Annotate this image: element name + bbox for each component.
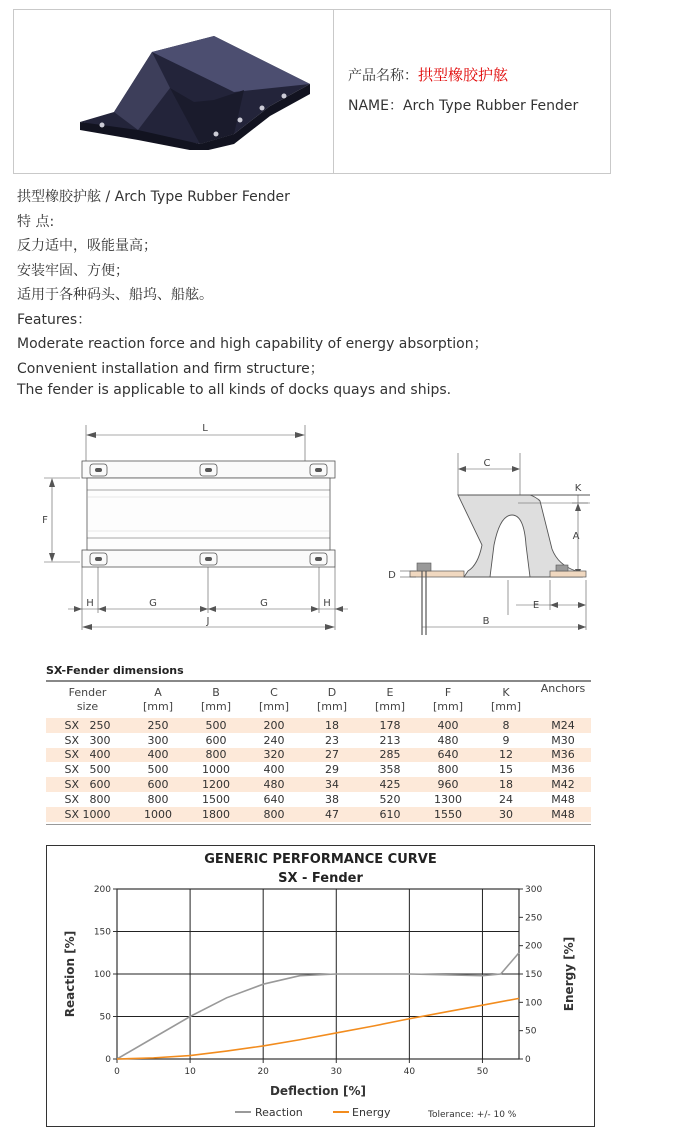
table-header-cell	[303, 682, 361, 718]
product-name-value: 拱型橡胶护舷	[418, 66, 509, 84]
x-tick-label: 0	[114, 1067, 120, 1077]
y2-tick-label: 150	[525, 970, 543, 980]
table-cell: 1200	[202, 778, 230, 792]
table-cell: 38	[325, 792, 339, 806]
feature-en-item: Convenient installation and firm structure；	[17, 361, 324, 377]
table-header-text: [mm]	[142, 700, 173, 713]
table-cell: 480	[437, 733, 459, 747]
table-cell: 800	[205, 748, 227, 762]
table-row	[46, 807, 591, 822]
y2-axis-label: Energy [%]	[562, 936, 576, 1012]
feature-cn-item: 安装牢固、方便；	[17, 263, 129, 279]
table-cell: 24	[499, 792, 513, 806]
table-cell: 30	[499, 807, 513, 821]
table-cell: 320	[263, 748, 285, 762]
table-cell: 29	[325, 763, 339, 777]
table-cell: SX 600	[64, 778, 111, 792]
table-cell: 18	[499, 778, 513, 792]
y2-tick-label: 0	[525, 1055, 531, 1065]
table-cell: M24	[551, 718, 575, 732]
dim-label-G: G	[260, 598, 268, 609]
table-cell: 400	[437, 718, 459, 732]
y-tick-label: 50	[99, 1012, 111, 1023]
chart-plot	[47, 846, 594, 1126]
table-header-cell	[46, 682, 129, 718]
table-cell: 800	[263, 807, 285, 821]
table-cell: 1500	[202, 792, 230, 806]
y-tick-label: 0	[105, 1055, 111, 1065]
table-cell: 600	[205, 733, 227, 747]
table-header-text: C	[270, 686, 278, 699]
table-cell: SX 250	[64, 718, 111, 732]
side-view	[388, 453, 590, 635]
table-cell: 240	[263, 733, 285, 747]
table-cell: SX 1000	[64, 807, 111, 821]
table-cell: 178	[379, 718, 401, 732]
top-view	[42, 423, 348, 630]
dim-label-C: C	[483, 458, 491, 469]
table-cell: 27	[325, 748, 339, 762]
table-header-cell	[477, 682, 535, 718]
table-header-text: [mm]	[432, 700, 463, 713]
dim-label-E: E	[532, 600, 540, 611]
table-cell: 640	[437, 748, 459, 762]
table-cell: 1000	[202, 763, 230, 777]
table-row	[46, 792, 591, 807]
legend-label: Reaction	[255, 1106, 303, 1119]
table-header-cell	[419, 682, 477, 718]
table-cell: M30	[551, 733, 575, 747]
dimensions-table	[46, 680, 591, 825]
product-header	[13, 9, 611, 174]
table-cell: 480	[263, 778, 285, 792]
table-cell: 1300	[434, 792, 462, 806]
dim-label-H: H	[86, 598, 94, 609]
table-cell: M36	[551, 748, 575, 762]
x-tick-label: 30	[330, 1067, 342, 1077]
table-header-text: Anchors	[540, 682, 586, 695]
table-row	[46, 718, 591, 733]
table-cell: 1550	[434, 807, 462, 821]
table-cell: 300	[147, 733, 169, 747]
product-name-en: NAME：Arch Type Rubber Fender	[348, 98, 579, 114]
dim-label-L: L	[202, 423, 208, 434]
table-header-cell	[535, 682, 591, 718]
table-cell: 960	[437, 778, 459, 792]
dim-label-H: H	[323, 598, 331, 609]
chart-subtitle: SX - Fender	[278, 871, 363, 886]
table-cell: 640	[263, 792, 285, 806]
table-cell: 18	[325, 718, 339, 732]
dim-label-D: D	[388, 570, 396, 581]
dim-label-F: F	[42, 515, 48, 526]
y2-tick-label: 100	[525, 998, 543, 1009]
y-axis-label: Reaction [%]	[63, 930, 77, 1018]
x-axis-label: Deflection [%]	[269, 1084, 367, 1098]
table-header-text: A	[154, 686, 162, 699]
x-tick-label: 40	[403, 1067, 416, 1077]
tolerance-note: Tolerance: +/- 10 %	[428, 1110, 517, 1120]
feature-en-item: Moderate reaction force and high capability of energy absorption；	[17, 336, 488, 352]
table-header-text: D	[327, 686, 337, 699]
dim-label-B: B	[482, 616, 490, 627]
dim-label-G: G	[149, 598, 157, 609]
table-cell: 200	[263, 718, 285, 732]
table-row	[46, 762, 591, 777]
table-header-text: F	[444, 686, 452, 699]
table-header-text: B	[212, 686, 220, 699]
y-tick-label: 200	[93, 885, 111, 895]
table-cell: 23	[325, 733, 339, 747]
table-title: SX-Fender dimensions	[46, 664, 184, 677]
product-name-label: 产品名称：	[348, 68, 418, 84]
features-cn-label: 特 点:	[17, 214, 55, 230]
table-row	[46, 748, 591, 763]
table-header-row	[46, 682, 591, 718]
table-cell: 34	[325, 778, 339, 792]
table-cell: 800	[437, 763, 459, 777]
features-en-label: Features：	[17, 312, 92, 328]
table-bottom-rule	[46, 824, 591, 825]
table-cell: 213	[379, 733, 401, 747]
dim-label-K: K	[574, 483, 582, 494]
table-cell: 8	[502, 718, 510, 732]
table-cell: 250	[147, 718, 169, 732]
x-tick-label: 20	[257, 1067, 269, 1077]
table-cell: 500	[147, 763, 169, 777]
table-header-text: K	[502, 686, 510, 699]
table-cell: 425	[379, 778, 401, 792]
table-cell: 800	[147, 792, 169, 806]
table-cell: 358	[379, 763, 401, 777]
table-cell: SX 300	[64, 733, 111, 747]
table-cell: 47	[325, 807, 339, 821]
table-cell: 610	[379, 807, 401, 821]
table-header-cell	[361, 682, 419, 718]
table-cell: 520	[379, 792, 401, 806]
table-cell: 9	[502, 733, 510, 747]
y-tick-label: 100	[93, 970, 111, 980]
table-cell: 12	[499, 748, 513, 762]
table-header-cell	[129, 682, 187, 718]
table-header-text: E	[386, 686, 394, 699]
feature-en-item: The fender is applicable to all kinds of docks quays and ships.	[17, 382, 452, 398]
legend-label: Energy	[352, 1106, 391, 1119]
table-cell: M42	[551, 778, 575, 792]
performance-chart	[46, 845, 595, 1127]
dim-label-J: J	[206, 616, 210, 627]
feature-cn-item: 反力适中，吸能量高；	[17, 238, 157, 254]
y2-tick-label: 50	[525, 1026, 537, 1037]
table-cell: SX 500	[64, 763, 111, 777]
feature-cn-item: 适用于各种码头、船坞、船舷。	[17, 287, 213, 303]
description-heading: 拱型橡胶护舷 / Arch Type Rubber Fender	[17, 189, 290, 205]
table-header-text: [mm]	[316, 700, 347, 713]
table-cell: 500	[205, 718, 227, 732]
technical-drawing	[30, 415, 610, 655]
table-cell: SX 800	[64, 792, 111, 806]
product-name-cn	[348, 64, 508, 85]
table-header-text: [mm]	[490, 700, 521, 713]
table-cell: SX 400	[64, 748, 111, 762]
table-cell: 1000	[144, 807, 172, 821]
table-cell: 600	[147, 778, 169, 792]
table-header-cell	[187, 682, 245, 718]
table-header-cell	[245, 682, 303, 718]
x-tick-label: 50	[476, 1067, 489, 1077]
table-row	[46, 777, 591, 792]
table-cell: M48	[551, 807, 575, 821]
table-cell: M36	[551, 763, 575, 777]
y-tick-label: 150	[93, 927, 111, 938]
x-tick-label: 10	[184, 1067, 196, 1077]
table-header-text: [mm]	[374, 700, 405, 713]
table-cell: 400	[263, 763, 285, 777]
table-header-text: [mm]	[258, 700, 289, 713]
table-cell: M48	[551, 792, 575, 806]
table-cell: 400	[147, 748, 169, 762]
table-row	[46, 733, 591, 748]
y2-tick-label: 300	[525, 885, 543, 895]
table-cell: 15	[499, 763, 513, 777]
table-header-text: size	[76, 700, 99, 713]
table-cell: 285	[379, 748, 401, 762]
chart-title: GENERIC PERFORMANCE CURVE	[204, 852, 437, 867]
table-body	[46, 718, 591, 822]
fender-photo	[74, 30, 314, 150]
y2-tick-label: 200	[525, 941, 543, 952]
dim-label-A: A	[572, 531, 580, 542]
y2-tick-label: 250	[525, 913, 543, 924]
table-cell: 1800	[202, 807, 230, 821]
header-divider	[333, 10, 334, 173]
table-header-text: Fender	[68, 686, 107, 699]
table-header-text: [mm]	[200, 700, 231, 713]
